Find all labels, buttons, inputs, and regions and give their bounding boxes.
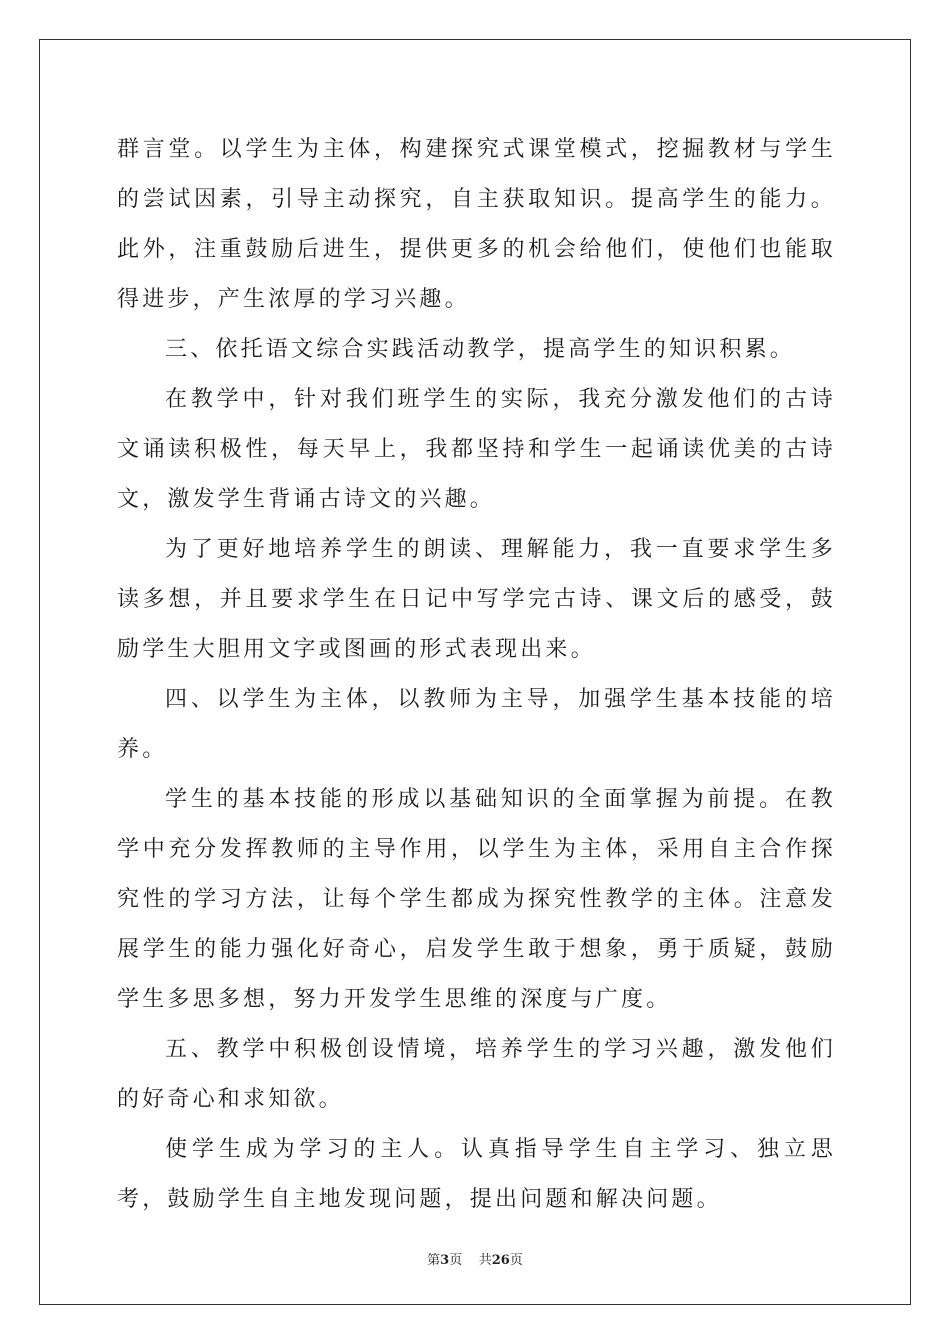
page-prefix: 第 [427, 1253, 441, 1268]
section-heading-4: 四、以学生为主体，以教师为主导，加强学生基本技能的培养。 [117, 687, 836, 762]
paragraph-2: 在教学中，针对我们班学生的实际，我充分激发他们的古诗文诵读积极性，每天早上，我都坚持和学生一起诵读优美的古诗文，激发学生背诵古诗文的兴趣。 [117, 387, 836, 512]
total-pages-number: 26 [491, 1253, 510, 1268]
page-suffix: 页 [449, 1253, 463, 1268]
section-heading-3: 三、依托语文综合实践活动教学，提高学生的知识积累。 [165, 337, 796, 362]
total-suffix: 页 [509, 1253, 523, 1268]
paragraph-1: 群言堂。以学生为主体，构建探究式课堂模式，挖掘教材与学生的尝试因素，引导主动探究，自主获取知识。提高学生的能力。此外，注重鼓励后进生，提供更多的机会给他们，使他们也能取得进步，产生浓厚的学习兴趣。 [117, 137, 836, 312]
paragraph-3: 为了更好地培养学生的朗读、理解能力，我一直要求学生多读多想，并且要求学生在日记中写学完古诗、课文后的感受，鼓励学生大胆用文字或图画的形式表现出来。 [117, 537, 836, 662]
current-page-number: 3 [440, 1253, 450, 1268]
paragraph-5: 使学生成为学习的主人。认真指导学生自主学习、独立思考，鼓励学生自主地发现问题，提出问题和解决问题。 [117, 1137, 836, 1212]
total-prefix: 共 [478, 1253, 492, 1268]
section-heading-5: 五、教学中积极创设情境，培养学生的学习兴趣，激发他们的好奇心和求知欲。 [117, 1037, 836, 1112]
document-body [117, 125, 836, 1225]
paragraph-4: 学生的基本技能的形成以基础知识的全面掌握为前提。在教学中充分发挥教师的主导作用，以学生为主体，采用自主合作探究性的学习方法，让每个学生都成为探究性教学的主体。注意发展学生的能力强化好奇心，启发学生敢于想象，勇于质疑，鼓励学生多思多想，努力开发学生思维的深度与广度。 [117, 787, 836, 1012]
page-footer [0, 1249, 950, 1268]
